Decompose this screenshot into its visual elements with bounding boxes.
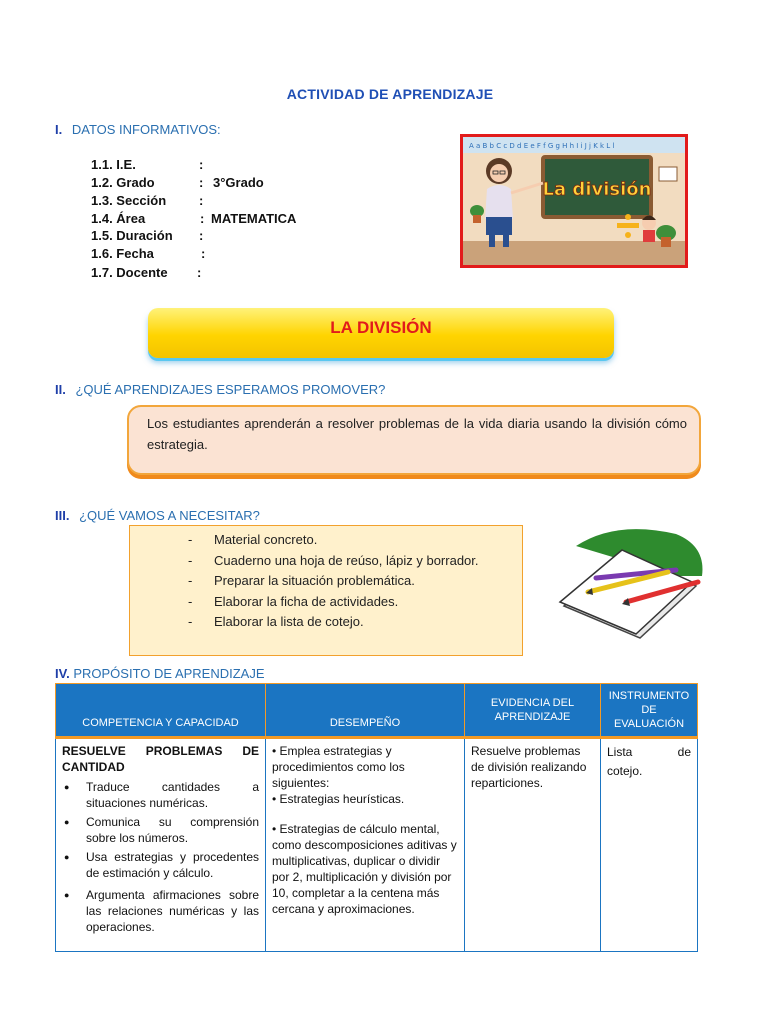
info-label: 1.2. Grado (91, 175, 155, 190)
section-4-number: IV. (55, 666, 70, 681)
info-value: 3°Grado (213, 175, 264, 190)
section-4-heading (55, 666, 265, 681)
section-3-number: III. (55, 508, 70, 523)
header-competencia: COMPETENCIA Y CAPACIDAD (56, 684, 266, 738)
materials-box (129, 525, 523, 656)
info-colon: : (200, 211, 205, 226)
cell-competencia (56, 738, 266, 952)
materials-item: - Cuaderno una hoja de reúso, lápiz y borrador. (188, 552, 479, 568)
capacidades-list (62, 779, 259, 935)
materials-item-label: Elaborar la lista de cotejo. (214, 614, 364, 629)
info-value: MATEMATICA (211, 211, 297, 226)
section-1-number: I. (55, 122, 63, 137)
list-item: ● Usa estrategias y procedentes de estimación y cálculo. (62, 849, 259, 881)
info-label: 1.4. Área (91, 211, 146, 226)
competencia-title: RESUELVE PROBLEMAS DE (62, 744, 259, 758)
list-item: ● Comunica su comprensión sobre los números. (62, 814, 259, 846)
materials-item: - Elaborar la ficha de actividades. (188, 593, 399, 609)
purpose-table (55, 683, 698, 952)
info-row-area (91, 210, 351, 228)
info-label: 1.3. Sección (91, 193, 167, 208)
svg-text:A a B b C c D d E e F f G g H: A a B b C c D d E e F f G g H h I i J j K k L l (469, 142, 615, 150)
cell-instrumento (601, 738, 698, 952)
info-row-docente (91, 264, 351, 282)
section-3-title: ¿QUÉ VAMOS A NECESITAR? (79, 508, 260, 523)
materials-item-label: Material concreto. (214, 532, 318, 547)
info-colon: : (199, 193, 204, 208)
header-desempeno: DESEMPEÑO (266, 684, 465, 738)
desempeno-list (272, 743, 458, 917)
list-item: • Estrategias de cálculo mental, como descomposiciones aditivas y multiplicativas, duplicar o dividir por 2, multiplicación y división por 10, completar a la centena más cercana y aproximaciones. (272, 822, 457, 916)
section-1-heading (55, 122, 221, 137)
classroom-illustration (463, 137, 685, 265)
list-item: ● Argumenta afirmaciones sobre las relaciones numéricas y las operaciones. (62, 887, 259, 935)
section-1-title: DATOS INFORMATIVOS: (71, 122, 221, 137)
info-label: 1.1. I.E. (91, 157, 136, 172)
info-row-grado (91, 174, 351, 192)
info-label: 1.7. Docente (91, 265, 168, 280)
table-row (56, 738, 698, 952)
info-label: 1.6. Fecha (91, 246, 154, 261)
cover-illustration (460, 134, 688, 268)
info-row-ie (91, 156, 351, 174)
section-2-heading (55, 382, 385, 397)
learning-goal-box (127, 405, 701, 475)
list-item: • Emplea estrategias y procedimientos como los siguientes: (272, 744, 405, 790)
paper-pencils-icon (556, 526, 706, 646)
materials-item-label: Preparar la situación problemática. (214, 573, 415, 588)
info-row-seccion (91, 192, 351, 210)
info-colon: : (199, 228, 204, 243)
table-header-row (56, 684, 698, 738)
list-item: • Estrategias heurísticas. (272, 792, 405, 806)
materials-item: - Material concreto. (188, 532, 318, 547)
materials-item-label: Cuaderno una hoja de reúso, lápiz y borrador. (214, 552, 479, 568)
section-3-heading (55, 508, 260, 523)
info-row-fecha (91, 245, 351, 263)
topic-banner: LA DIVISIÓN (148, 308, 614, 358)
info-colon: : (199, 175, 204, 190)
materials-item: - Preparar la situación problemática. (188, 573, 415, 588)
info-colon: : (201, 246, 206, 261)
header-evidencia: EVIDENCIA DEL APRENDIZAJE (465, 684, 601, 738)
info-row-duracion (91, 227, 351, 245)
section-2-number: II. (55, 382, 66, 397)
list-item: ● Traduce cantidades a situaciones numéricas. (62, 779, 259, 811)
section-2-title: ¿QUÉ APRENDIZAJES ESPERAMOS PROMOVER? (75, 382, 386, 397)
instrumento-text: Lista de (607, 745, 691, 759)
materials-item-label: Elaborar la ficha de actividades. (214, 593, 399, 609)
learning-goal-text: Los estudiantes aprenderán a resolver problemas de la vida diaria usando la división cómo estrategia. (147, 416, 687, 452)
cell-desempeno (266, 738, 465, 952)
document-title: ACTIVIDAD DE APRENDIZAJE (286, 86, 494, 102)
header-instrumento: INSTRUMENTO DE EVALUACIÓN (601, 684, 698, 738)
cell-evidencia: Resuelve problemas de división realizando reparticiones. (465, 738, 601, 952)
cover-title: La división (542, 179, 652, 200)
materials-item: - Elaborar la lista de cotejo. (188, 614, 364, 629)
info-colon: : (199, 157, 204, 172)
section-4-title: PROPÓSITO DE APRENDIZAJE (73, 666, 265, 681)
info-label: 1.5. Duración (91, 228, 173, 243)
instrumento-text-cont: cotejo. (607, 764, 643, 778)
info-colon: : (197, 265, 202, 280)
competencia-title-cont: CANTIDAD (62, 760, 125, 774)
